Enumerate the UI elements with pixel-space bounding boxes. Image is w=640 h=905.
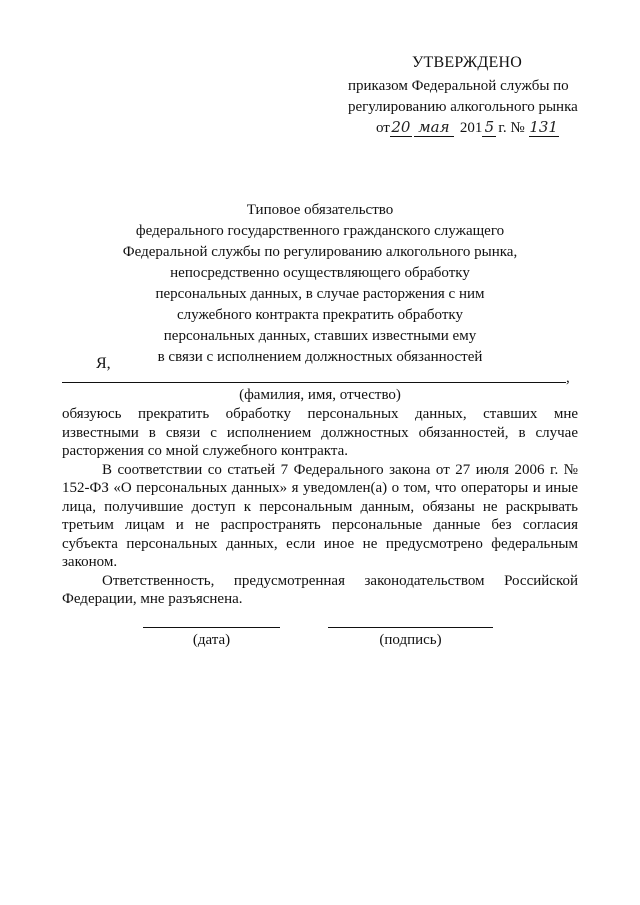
approval-year-prefix: 201: [459, 120, 483, 136]
date-field-line[interactable]: [143, 627, 280, 628]
title-line: служебного контракта прекратить обработку: [177, 307, 463, 323]
approval-number-handwritten: 131: [529, 118, 558, 136]
title-line: Типовое обязательство: [246, 202, 394, 218]
date-caption: (дата): [192, 632, 231, 648]
approval-order-line: приказом Федеральной службы по: [348, 78, 569, 94]
document-title: [80, 200, 560, 368]
title-line: федерального государственного гражданского служащего: [135, 223, 505, 239]
body-paragraph-obligation: обязуюсь прекратить обработку персональных данных, ставших мне известными в связи с исполнением должностных обязанностей, в случае расторжения со мной служебного контракта.: [62, 406, 578, 459]
title-line: Федеральной службы по регулированию алкогольного рынка,: [122, 244, 518, 260]
approval-number-prefix: г. №: [498, 120, 525, 136]
title-line: персональных данных, ставших известными ему: [163, 328, 477, 344]
full-name-caption: (фамилия, имя, отчество): [239, 387, 401, 403]
title-line: в связи с исполнением должностных обязанностей: [157, 349, 483, 365]
approval-month-handwritten: мая: [414, 119, 454, 137]
approval-day-handwritten: 20: [391, 118, 411, 136]
approval-from-prefix: от: [376, 120, 390, 136]
body-paragraph-law: В соответствии со статьей 7 Федерального закона от 27 июля 2006 г. № 152-ФЗ «О персональных данных» я уведомлен(а) о том, что операторы и иные лица, получившие доступ к персональным данным, обязаны не раскрывать третьим лицам и не распространять персональные данные без согласия субъекта персональных данных, если иное не предусмотрено федеральным законом.: [62, 461, 578, 570]
title-line: непосредственно осуществляющего обработку: [170, 265, 470, 281]
approval-date-number-line: [376, 118, 559, 139]
signature-field-line[interactable]: [328, 627, 493, 628]
approval-year-digit-handwritten: 5: [482, 119, 496, 137]
signature-caption: (подпись): [379, 632, 442, 648]
obligation-body: [62, 405, 578, 609]
body-paragraph-responsibility: Ответственность, предусмотренная законодательством Российской Федерации, мне разъяснена.: [62, 572, 578, 607]
full-name-field-line[interactable]: [62, 382, 566, 383]
title-line: персональных данных, в случае расторжения с ним: [155, 286, 485, 302]
pronoun-label: Я,: [96, 355, 111, 372]
approval-heading: УТВЕРЖДЕНО: [412, 54, 523, 71]
approval-agency-line: регулированию алкогольного рынка: [348, 99, 578, 115]
name-line-comma: ,: [566, 370, 570, 386]
